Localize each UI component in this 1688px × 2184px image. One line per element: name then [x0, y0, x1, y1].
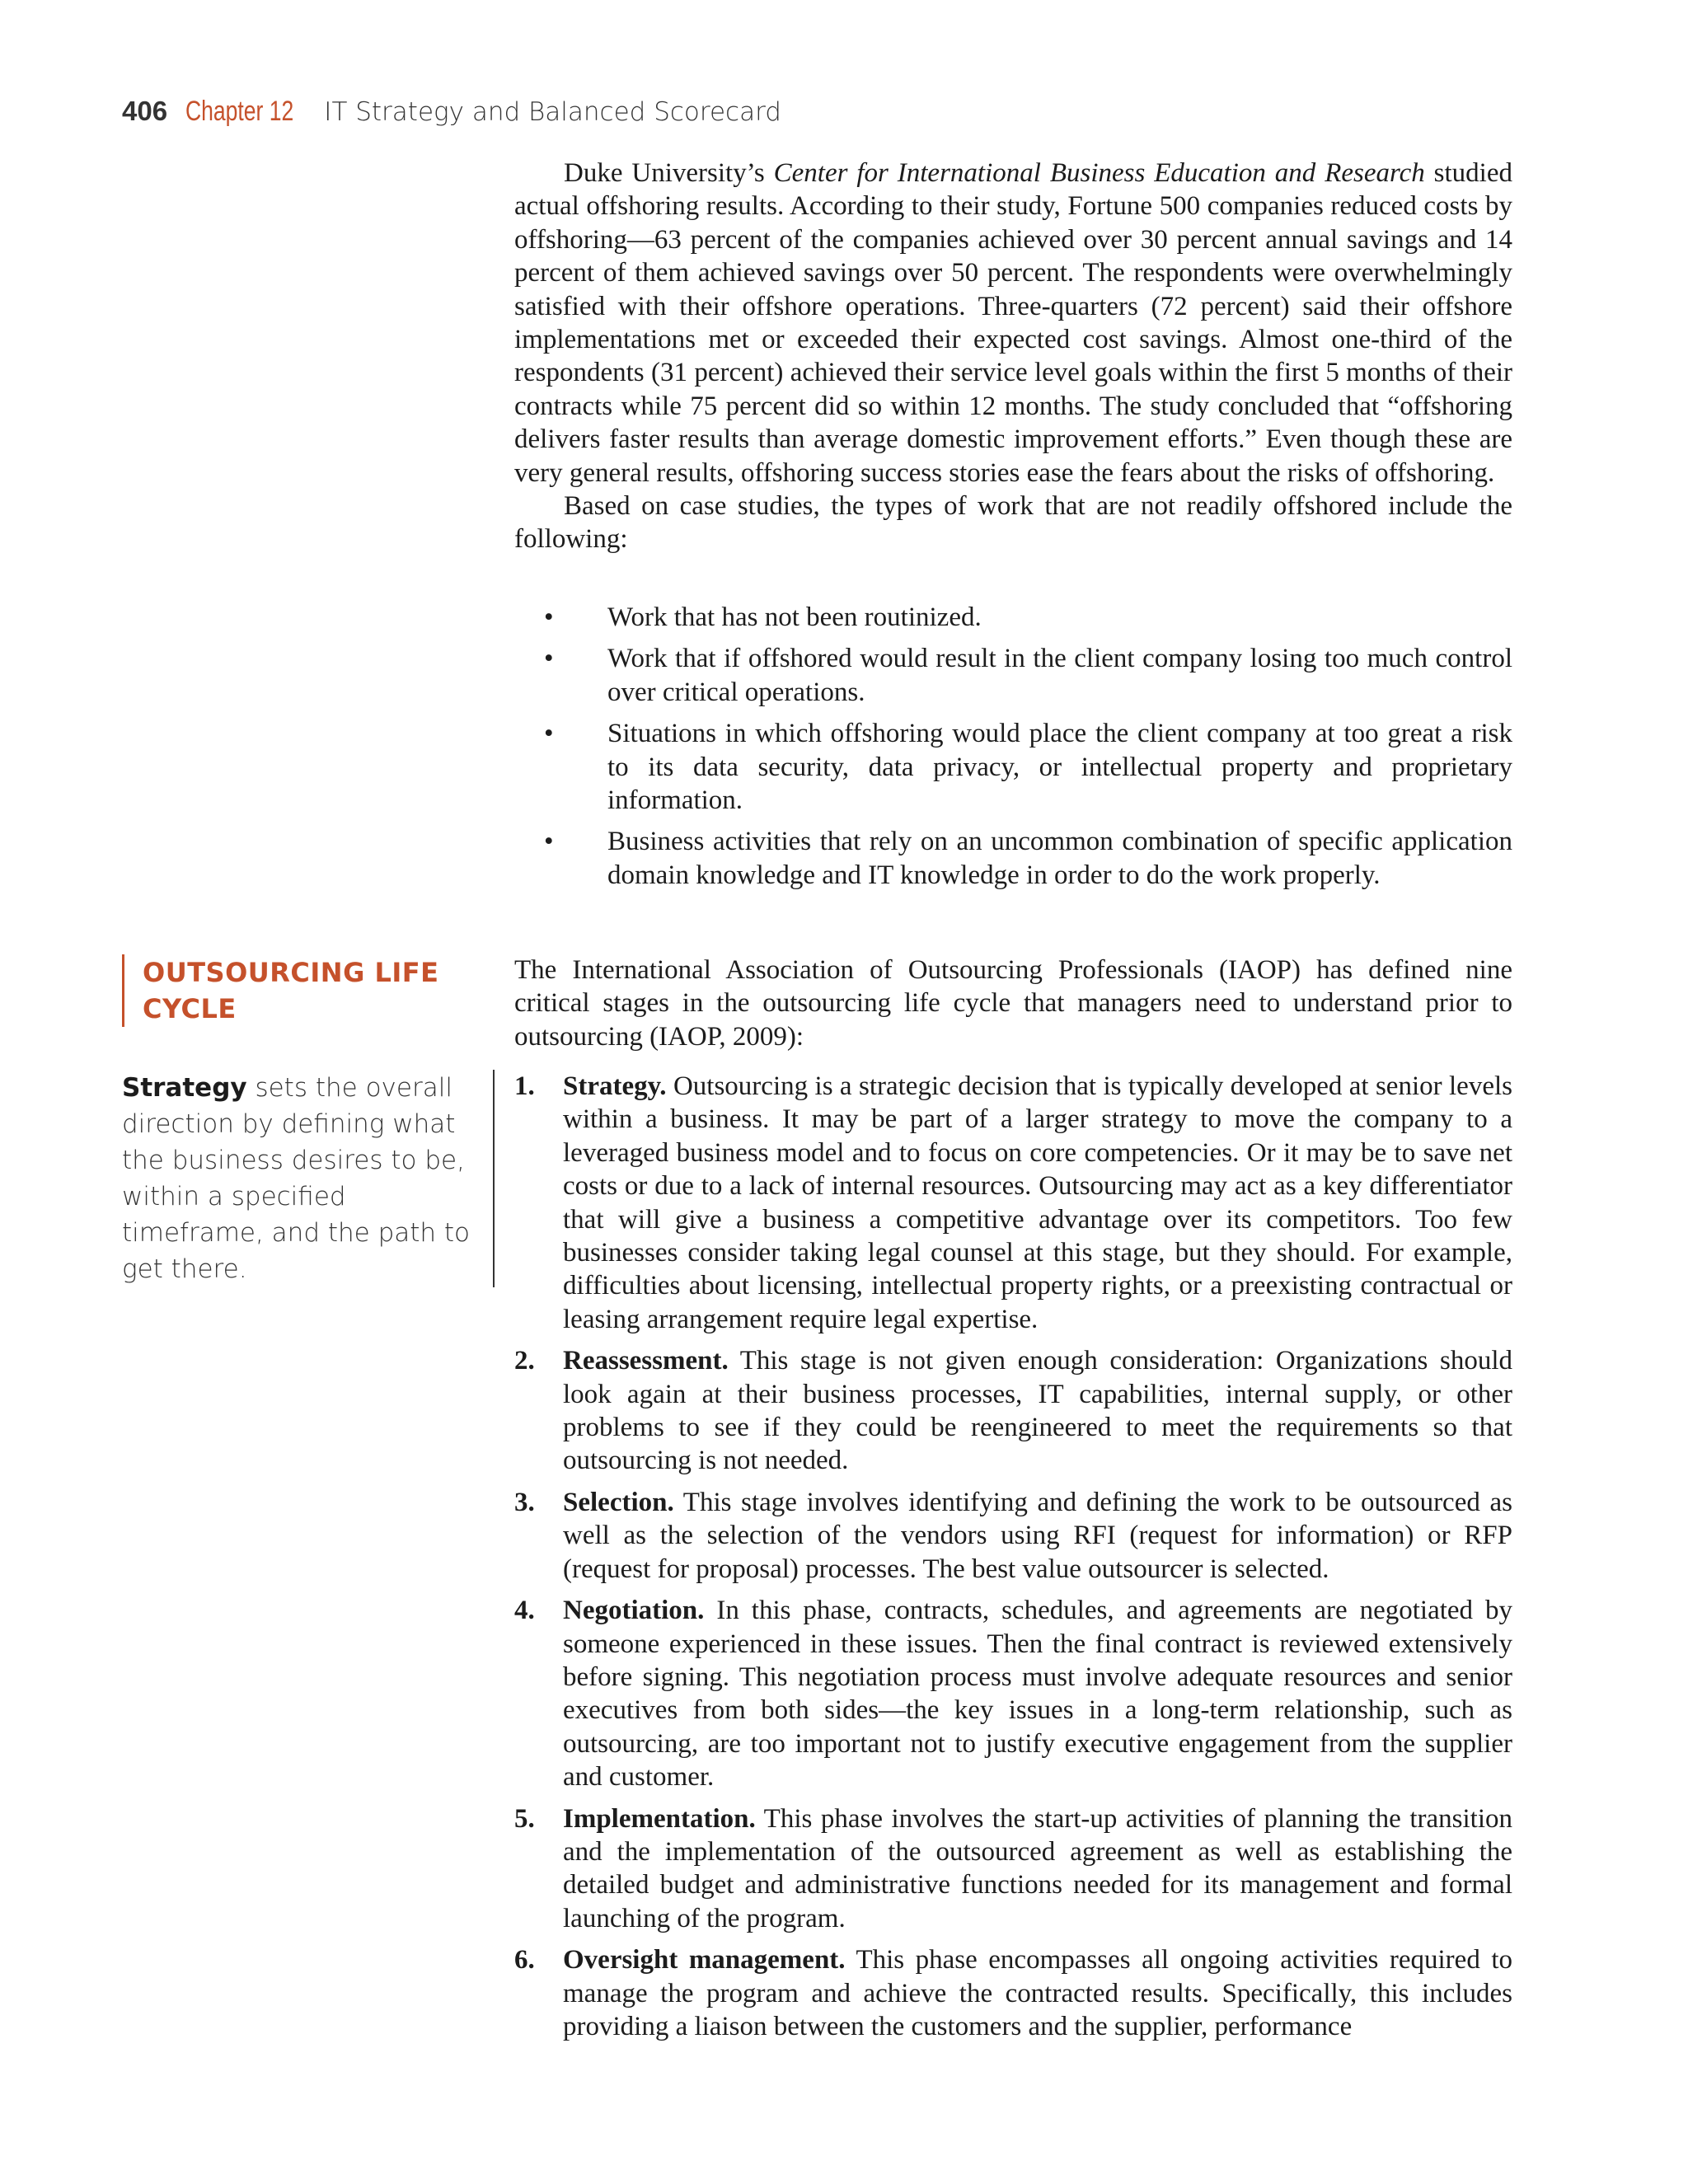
stage-text: This stage involves identifying and defining the work to be outsourced as well as the selection of the vendors using RFI (request for information) or RFP (request for proposal) processes. The best value outsourcer is selected. — [563, 1487, 1512, 1584]
bullet-glyph: • — [544, 602, 554, 632]
stage-list — [514, 1070, 1512, 2051]
stage-title: Negotiation. — [563, 1596, 705, 1626]
stage-number: 2. — [514, 1346, 535, 1376]
margin-text: sets the overall direction by defining what the business desires to be, within a specified timeframe, and the path to get there. — [122, 1073, 471, 1284]
page-number: 406 — [122, 96, 168, 126]
stage-text: In this phase, contracts, schedules, and agreements are negotiated by someone experienced in these issues. Then the final contract is reviewed extensively before signing. This negotiation process must involve adequate resources and senior executives from both sides—the key issues in a long-term relationship, such as outsourcing, are too important not to justify executive engagement from the supplier and customer. — [563, 1596, 1513, 1793]
list-item — [544, 642, 1512, 709]
stage-item — [514, 1943, 1512, 2043]
stage-number: 5. — [514, 1803, 535, 1834]
intro-block — [514, 157, 1512, 556]
chapter-title: IT Strategy and Balanced Scorecard — [324, 97, 781, 127]
stage-title: Selection. — [563, 1487, 674, 1517]
stage-item — [514, 1070, 1512, 1336]
stage-item — [514, 1486, 1512, 1586]
stage-title: Oversight management. — [563, 1945, 846, 1975]
list-item-text: Business activities that rely on an uncommon combination of specific application domain knowledge and IT knowledge in order to do the work properly. — [607, 827, 1512, 890]
bullet-glyph: • — [544, 719, 554, 749]
stage-number: 4. — [514, 1596, 535, 1626]
list-item — [544, 825, 1512, 892]
list-item-text: Work that has not been routinized. — [607, 602, 982, 632]
stage-text: This phase involves the start-up activities of planning the transition and the implementation of the outsourced agreement as well as establishing the detailed budget and administrative functions needed for its management and formal launching of the program. — [563, 1803, 1512, 1933]
intro-paragraph-2: Based on case studies, the types of work that are not readily offshored include the following: — [514, 491, 1512, 555]
intro-p1-lead: Duke University’s — [564, 158, 774, 188]
stage-title: Reassessment. — [563, 1346, 729, 1376]
section-intro-block — [514, 954, 1512, 1053]
bullet-glyph: • — [544, 827, 554, 857]
section-intro: The International Association of Outsourcing Professionals (IAOP) has defined nine critical stages in the outsourcing life cycle that managers need to understand prior to outsourcing (IAOP, 2009): — [514, 955, 1512, 1052]
stage-item — [514, 1344, 1512, 1478]
section-heading: OUTSOURCING LIFE CYCLE — [122, 954, 472, 1027]
intro-p1-rest: studied actual offshoring results. According to their study, Fortune 500 companies reduced costs by offshoring—63 percent of the companies achieved over 30 percent annual savings and 14 percent of them achieved savings over 50 percent. The respondents were overwhelmingly satisfied with their offshore operations. Three-quarters (72 percent) said their offshore implementations met or exceeded their expected cost savings. Almost one-third of the respondents (31 percent) achieved their service level goals within the first 5 months of their contracts while 75 percent did so within 12 months. The study concluded that “offshoring delivers faster results than average domestic improvement efforts.” Even though these are very general results, offshoring success stories ease the fears about the risks of offshoring. — [514, 158, 1512, 488]
page-header — [122, 96, 781, 132]
bullet-glyph: • — [544, 644, 554, 674]
list-item — [544, 601, 1512, 634]
list-item-text: Work that if offshored would result in the client company losing too much control over critical operations. — [607, 644, 1512, 707]
stage-item — [514, 1802, 1512, 1936]
margin-definition — [122, 1070, 495, 1287]
stage-number: 3. — [514, 1487, 535, 1517]
list-item-text: Situations in which offshoring would place the client company at too great a risk to its data security, data privacy, or intellectual property and proprietary information. — [607, 719, 1512, 816]
stage-title: Implementation. — [563, 1803, 756, 1834]
stage-item — [514, 1594, 1512, 1793]
chapter-label: Chapter 12 — [185, 96, 294, 127]
list-item — [544, 717, 1512, 817]
margin-term: Strategy — [122, 1073, 247, 1103]
stage-text: This stage is not given enough consideration: Organizations should look again at their business processes, IT capabilities, internal supply, or other problems to see if they could be reengineered to meet the requirements so that outsourcing is not needed. — [563, 1346, 1512, 1476]
stage-number: 6. — [514, 1945, 535, 1975]
intro-paragraph-1 — [514, 157, 1512, 490]
bullet-list — [544, 601, 1512, 900]
intro-p1-italic: Center for International Business Education and Research — [773, 158, 1425, 188]
stage-title: Strategy. — [563, 1071, 667, 1101]
stage-number: 1. — [514, 1071, 535, 1101]
stage-text: Outsourcing is a strategic decision that is typically developed at senior levels within a business. It may be part of a larger strategy to move the company to a leveraged business model and to focus on core competencies. Or it may be to save net costs or due to a lack of internal resources. Outsourcing may act as a key differentiator that will give a business a competitive advantage over its competitors. Too few businesses consider taking legal counsel at this stage, but they should. For example, difficulties about licensing, intellectual property rights, or a preexisting contractual or leasing arrangement require legal expertise. — [563, 1071, 1512, 1334]
stage-text: This phase encompasses all ongoing activities required to manage the program and achieve the contracted results. Specifically, this includes providing a liaison between the customers and the supplier, performance — [563, 1945, 1512, 2041]
